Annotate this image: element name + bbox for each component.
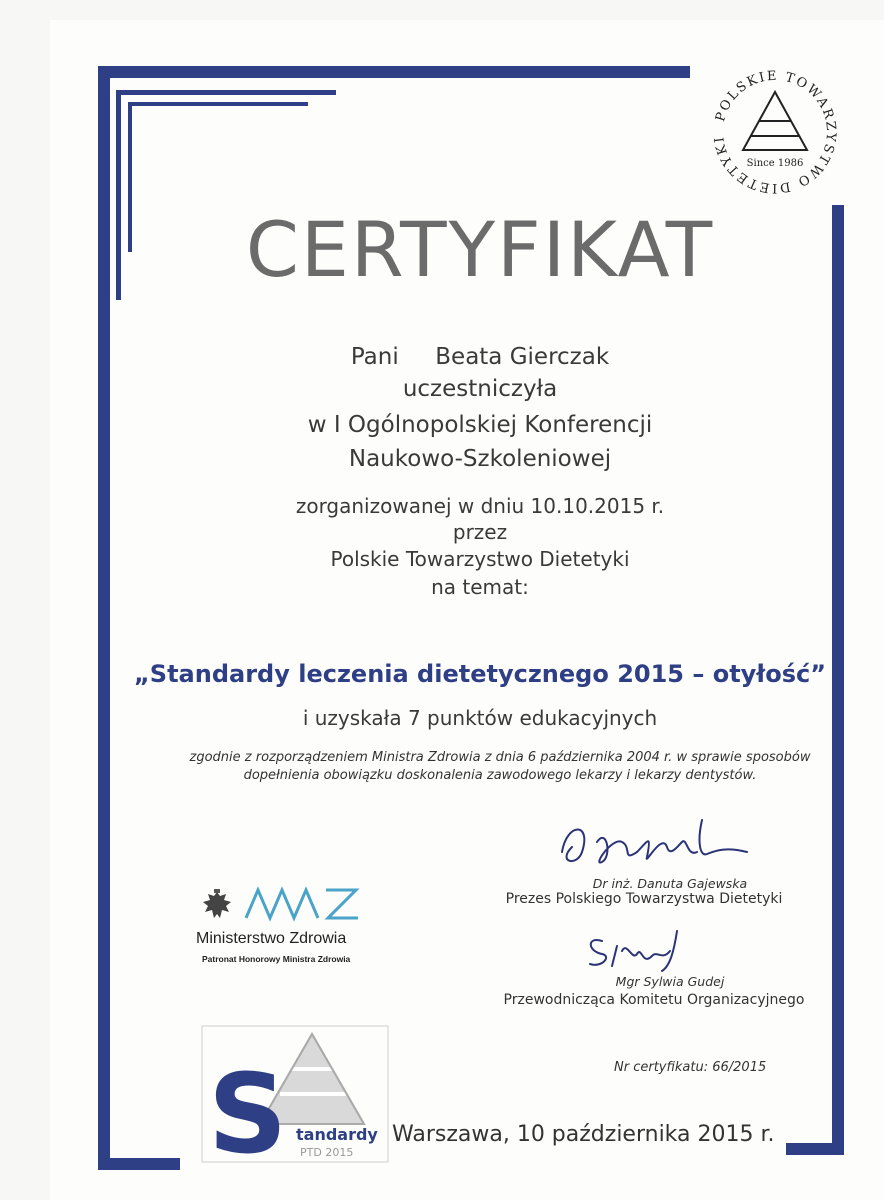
ministry-patronage: Patronat Honorowy Ministra Zdrowia [202,954,351,964]
participated-line: uczestniczyła [402,376,558,402]
frame-bottom-right [786,1143,844,1155]
legal-text-2: dopełnienia obowiązku doskonalenia zawodowego lekarzy i lekarzy dentystów. [243,768,757,783]
svg-text:POLSKIE TOWARZYSTWO DIETETYKI: POLSKIE TOWARZYSTWO DIETETYKI [712,68,839,196]
organizer-line: Polskie Towarzystwo Dietetyki [330,547,630,571]
topic-title: „Standardy leczenia dietetycznego 2015 – otyłość” [134,660,826,688]
frame-top-inner2 [128,102,308,106]
signer-2-role: Przewodnicząca Komitetu Organizacyjnego [503,992,805,1008]
legal-text-1: zgodnie z rozporządzeniem Ministra Zdrowia z dnia 6 października 2004 r. w sprawie sposobów [189,750,811,765]
frame-right-outer [832,205,844,1155]
svg-text:S: S [208,1050,288,1164]
signature-1-image [552,812,752,872]
ptd-seal-logo [705,62,845,202]
signature-2-image [582,926,702,976]
topic-intro-line: na temat: [431,575,529,599]
frame-bottom-left [98,1158,180,1170]
by-line: przez [452,520,508,544]
date-line: zorganizowanej w dniu 10.10.2015 r. [295,494,665,518]
frame-left-inner1 [116,90,121,300]
signer-1-role: Prezes Polskiego Towarzystwa Dietetyki [505,891,783,907]
recipient-line: Pani Beata Gierczak [350,344,610,370]
frame-top-outer [98,66,690,78]
conference-line-2: Naukowo-Szkoleniowej [348,446,612,472]
frame-top-inner1 [116,90,336,95]
points-line: i uzyskała 7 punktów edukacyjnych [302,706,658,730]
frame-left-outer [98,66,110,1170]
svg-text:PTD 2015: PTD 2015 [300,1146,354,1159]
conference-line-1: w I Ogólnopolskiej Konferencji [307,412,653,438]
standardy-ptd-logo [200,1024,390,1164]
place-and-date: Warszawa, 10 października 2015 r. [392,1122,775,1147]
ministry-logo-mark [244,884,364,924]
signer-2-name: Mgr Sylwia Gudej [615,974,725,989]
svg-text:Since 1986: Since 1986 [746,158,804,169]
signer-1-name: Dr inż. Danuta Gajewska [592,876,748,891]
certificate-number: Nr certyfikatu: 66/2015 [614,1060,767,1075]
certificate-title: CERTYFIKAT [245,205,715,294]
polish-eagle-icon [200,888,234,924]
svg-text:tandardy: tandardy [296,1125,378,1144]
ministry-name: Ministerstwo Zdrowia [196,930,347,947]
